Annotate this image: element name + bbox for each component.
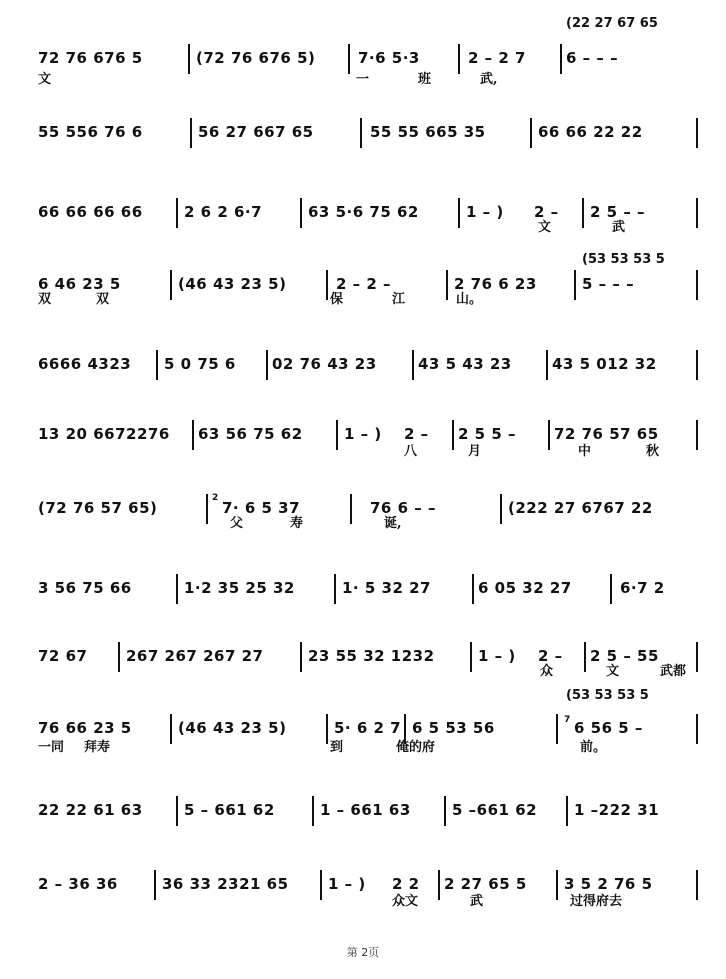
barline [696,350,698,380]
score-system [0,688,726,766]
barline [188,44,190,74]
barline [312,796,314,826]
barline [190,118,192,148]
lyric-word: 保 [330,292,344,307]
score-system [0,562,726,640]
annotation: (22 27 67 65 [566,16,658,31]
page-number: 第 2页 [346,946,380,959]
lyric-line [0,894,726,934]
barline [334,574,336,604]
measure: 13 20 6672276 [38,425,170,443]
measure: 2 6 2 6·7 [184,203,263,221]
measure: 1 – ) [478,647,516,665]
lyric-word: 拜寿 [84,740,111,755]
measure: 72 76 676 5 [38,49,143,67]
lyric-word: 武都 [660,664,687,679]
measure: 23 55 32 1232 [308,647,435,665]
lyric-word: 秋 [646,444,660,459]
measure: 2 5 5 – [458,425,516,443]
measure: 5 – – – [582,275,635,293]
barline [176,574,178,604]
barline [546,350,548,380]
measure: 2 2 [392,875,420,893]
lyric-word: 武 [470,894,484,909]
measure: 63 56 75 62 [198,425,303,443]
measure: 43 5 43 23 [418,355,512,373]
measure: 66 66 66 66 [38,203,143,221]
barline [412,350,414,380]
lyric-word: 双 [38,292,52,307]
measure: 2 – 2 – [336,275,392,293]
measure: 55 55 665 35 [370,123,486,141]
lyric-line [0,444,726,484]
measure: 36 33 2321 65 [162,875,289,893]
measure: 2 – [538,647,563,665]
measure: (46 43 23 5) [178,275,287,293]
grace-note: 7 [564,715,571,725]
measure: 1 – ) [466,203,504,221]
lyric-word: 武, [480,72,498,87]
barline [696,118,698,148]
measure: 02 76 43 23 [272,355,377,373]
barline [530,118,532,148]
measure: 6 – – – [566,49,619,67]
measure: 6·7 2 [620,579,665,597]
measure: 1· 5 32 27 [342,579,431,597]
measure: 6666 4323 [38,355,132,373]
score-system [0,858,726,936]
lyric-word: 众 [540,664,554,679]
measure: 76 6 – – [370,499,436,517]
measure: (72 76 676 5) [196,49,316,67]
measure: 2 5 – 55 [590,647,659,665]
score-system [0,100,726,178]
measure: (222 27 6767 22 [508,499,653,517]
measure: 2 76 6 23 [454,275,537,293]
notation-line [0,112,726,152]
notation-line [0,790,726,830]
lyric-word: 寿 [290,516,304,531]
measure: 2 – 36 36 [38,875,118,893]
measure: 1 – 661 63 [320,801,411,819]
measure: 76 66 23 5 [38,719,132,737]
lyric-word: 文 [38,72,52,87]
barline [458,44,460,74]
measure: 267 267 267 27 [126,647,264,665]
score-system [0,180,726,258]
score-system [0,252,726,330]
measure: 6 46 23 5 [38,275,121,293]
notation-line [0,568,726,608]
lyric-word: 前。 [580,740,607,755]
barline [266,350,268,380]
measure: 72 76 57 65 [554,425,659,443]
measure: 2 27 65 5 [444,875,527,893]
notation-line [0,344,726,384]
lyric-word: 月 [468,444,482,459]
grace-note: 2 [212,493,219,503]
measure: 55 556 76 6 [38,123,143,141]
lyric-word: 过得府去 [570,894,623,909]
annotation: (53 53 53 5 [566,688,649,703]
measure: 43 5 012 32 [552,355,657,373]
measure: 7·6 5·3 [358,49,420,67]
measure: 5 – 661 62 [184,801,275,819]
lyric-line [0,740,726,780]
lyric-word: 父 [230,516,244,531]
barline [566,796,568,826]
lyric-word: 八 [404,444,418,459]
lyric-word: 武 [612,220,626,235]
measure: 2 – [404,425,429,443]
measure: 5 0 75 6 [164,355,236,373]
lyric-word: 班 [418,72,432,87]
lyric-word: 众文 [392,894,419,909]
lyric-word: 文 [538,220,552,235]
measure: 56 27 667 65 [198,123,314,141]
measure: (46 43 23 5) [178,719,287,737]
measure: (72 76 57 65) [38,499,158,517]
measure: 5 –661 62 [452,801,538,819]
score-system [0,16,726,94]
lyric-word: 到 [330,740,344,755]
barline [156,350,158,380]
score-system [0,784,726,862]
measure: 1 – ) [344,425,382,443]
lyric-word: 俺的府 [396,740,436,755]
barline [360,118,362,148]
measure: 6 56 5 – [574,719,643,737]
lyric-word: 一同 [38,740,65,755]
annotation: (53 53 53 5 [582,252,665,267]
measure: 6 05 32 27 [478,579,572,597]
measure: 3 56 75 66 [38,579,132,597]
score-system [0,482,726,560]
lyric-word: 一 [356,72,370,87]
lyric-word: 中 [578,444,592,459]
measure: 72 67 [38,647,88,665]
measure: 3 5 2 76 5 [564,875,653,893]
barline [610,574,612,604]
barline [348,44,350,74]
measure: 1·2 35 25 32 [184,579,295,597]
lyric-word: 双 [96,292,110,307]
measure: 5· 6 2 7 [334,719,402,737]
barline [176,796,178,826]
measure: 66 66 22 22 [538,123,643,141]
lyric-word: 文 [606,664,620,679]
lyric-word: 江 [392,292,406,307]
lyric-line [0,516,726,556]
score-system [0,332,726,410]
measure: 1 – ) [328,875,366,893]
barline [560,44,562,74]
barline [472,574,474,604]
lyric-word: 山。 [456,292,483,307]
measure: 63 5·6 75 62 [308,203,419,221]
lyric-line [0,292,726,332]
score-system [0,408,726,486]
barline [444,796,446,826]
lyric-word: 诞, [384,516,402,531]
measure: 7· 6 5 37 [222,499,301,517]
measure: 22 22 61 63 [38,801,143,819]
measure: 2 – [534,203,559,221]
measure: 2 5 – – [590,203,646,221]
measure: 6 5 53 56 [412,719,495,737]
measure: 2 – 2 7 [468,49,526,67]
measure: 1 –222 31 [574,801,660,819]
